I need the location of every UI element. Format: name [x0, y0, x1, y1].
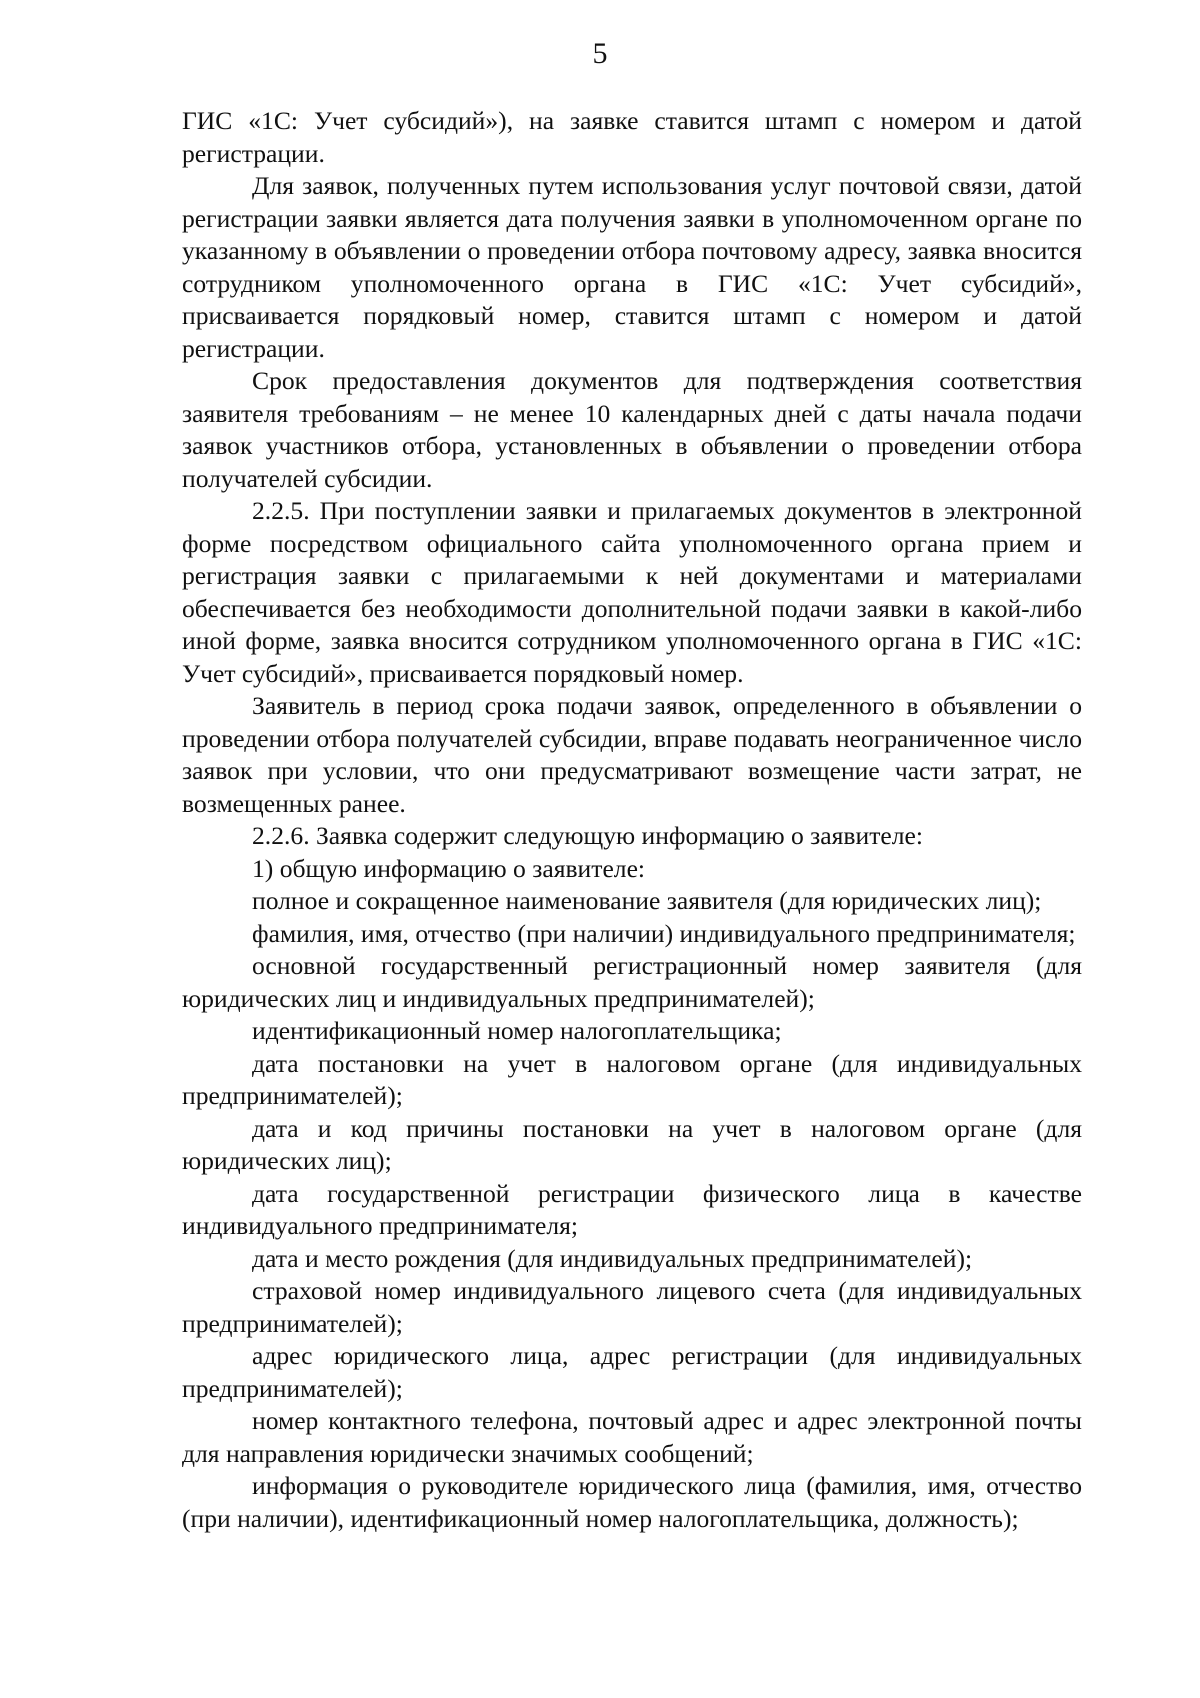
list-item-tax-registration-date: дата постановки на учет в налоговом органе (для индивидуальных предпринимателей);: [182, 1048, 1082, 1110]
list-item-general-info: 1) общую информацию о заявителе:: [252, 853, 646, 883]
document-body: [182, 105, 1082, 1535]
list-item-contacts: номер контактного телефона, почтовый адрес и адрес электронной почты для направления юридически значимых сообщений;: [182, 1406, 1082, 1468]
list-item-ogrn: основной государственный регистрационный номер заявителя (для юридических лиц и индивидуальных предпринимателей);: [182, 951, 1082, 1013]
paragraph-postal-applications: Для заявок, полученных путем использования услуг почтовой связи, датой регистрации заявки является дата получения заявки в уполномоченном органе по указанному в объявлении о проведении отбора почтовому адресу, заявка вносится сотрудником уполномоченного органа в ГИС «1С: Учет субсидий», присваивается порядковый номер, ставится штамп с номером и датой регистрации.: [182, 171, 1082, 363]
list-item-inn: идентификационный номер налогоплательщика;: [252, 1016, 782, 1045]
list-item-birth-info: дата и место рождения (для индивидуальных предпринимателей);: [252, 1243, 973, 1273]
paragraph-continuation: ГИС «1С: Учет субсидий»), на заявке ставится штамп с номером и датой регистрации.: [182, 106, 1082, 168]
list-item-snils: страховой номер индивидуального лицевого счета (для индивидуальных предпринимателей);: [182, 1276, 1082, 1338]
page-number: 5: [592, 37, 608, 70]
paragraph-section-2-2-5: 2.2.5. При поступлении заявки и прилагаемых документов в электронной форме посредством официального сайта уполномоченного органа прием и регистрация заявки с прилагаемыми к ней документами и материалами обеспечивается без необходимости дополнительной подачи заявки в какой-либо иной форме, заявка вносится сотрудником уполномоченного органа в ГИС «1С: Учет субсидий», присваивается порядковый номер.: [182, 496, 1082, 688]
list-item-head-info: информация о руководителе юридического лица (фамилия, имя, отчество (при наличии), идентификационный номер налогоплательщика, должность);: [182, 1471, 1082, 1533]
paragraph-document-deadline: Срок предоставления документов для подтверждения соответствия заявителя требованиям – не менее 10 календарных дней с даты начала подачи заявок участников отбора, установленных в объявлении о проведении отбора получателей субсидии.: [182, 366, 1082, 493]
list-item-address: адрес юридического лица, адрес регистрации (для индивидуальных предпринимателей);: [182, 1341, 1082, 1403]
paragraph-section-2-2-6: 2.2.6. Заявка содержит следующую информацию о заявителе:: [252, 821, 923, 850]
list-item-state-registration-date: дата государственной регистрации физического лица в качестве индивидуального предпринимателя;: [182, 1178, 1082, 1240]
list-item-full-name: полное и сокращенное наименование заявителя (для юридических лиц);: [252, 886, 1042, 915]
list-item-person-name: фамилия, имя, отчество (при наличии) индивидуального предпринимателя;: [252, 918, 1076, 948]
list-item-kpp: дата и код причины постановки на учет в налоговом органе (для юридических лиц);: [182, 1113, 1082, 1175]
paragraph-unlimited-applications: Заявитель в период срока подачи заявок, определенного в объявлении о проведении отбора получателей субсидии, вправе подавать неограниченное число заявок при условии, что они предусматривают возмещение части затрат, не возмещенных ранее.: [182, 691, 1082, 818]
